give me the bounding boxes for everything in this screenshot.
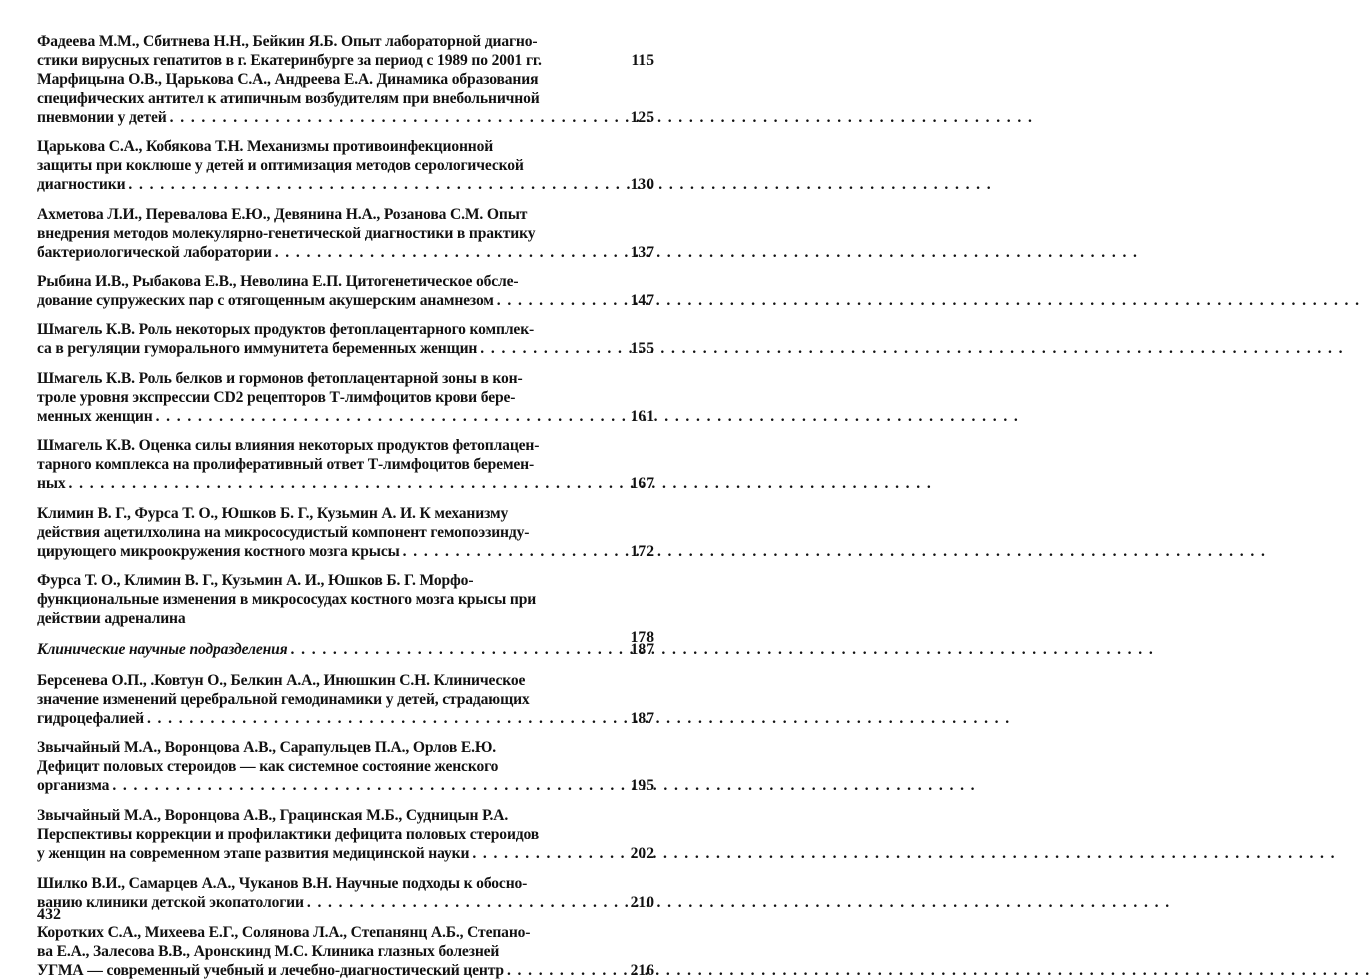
toc-entry <box>37 70 654 127</box>
toc-entry-text: стики вирусных гепатитов в г. Екатеринбурге за период с 1989 по 2001 гг. <box>37 52 542 69</box>
toc-entry-text: УГМА — современный учебный и лечебно-диагностический центр <box>37 962 504 979</box>
toc-entry-text: Дефицит половых стероидов — как системное состояние женского <box>37 758 499 775</box>
toc-entry-text: защиты при коклюше у детей и оптимизация методов серологической <box>37 157 524 174</box>
toc-entry-text: Клинические научные подразделения <box>37 641 288 658</box>
toc-entry <box>37 205 654 262</box>
toc-entry-text: са в регуляции гуморального иммунитета беременных женщин <box>37 340 478 357</box>
toc-entry-line <box>37 436 629 455</box>
toc-entry-text: Рыбина И.В., Рыбакова Е.В., Неволина Е.П. Цитогенетическое обсле- <box>37 273 519 290</box>
toc-entry-text: организма <box>37 777 110 794</box>
toc-entry-line <box>37 272 629 291</box>
toc-page-number: 187 <box>630 641 654 658</box>
toc-entry-line <box>37 51 629 70</box>
toc-entry-line <box>37 923 629 942</box>
toc-entry-line <box>37 757 629 776</box>
toc-entry-text: пневмонии у детей <box>37 109 167 126</box>
toc-entry-text: менных женщин <box>37 408 153 425</box>
toc-entry-line <box>37 175 629 194</box>
toc-entry-text: гидроцефалией <box>37 710 144 727</box>
leader-dots <box>186 609 629 628</box>
leader-dots <box>144 709 1011 728</box>
toc-entry-line <box>37 320 629 339</box>
toc-entry <box>37 369 654 426</box>
toc-entry-text: специфических антител к атипичным возбудителям при внебольничной <box>37 90 540 107</box>
toc-entry-text: у женщин на современном этапе развития медицинской науки <box>37 845 470 862</box>
toc-entry-text: Звычайный М.А., Воронцова А.В., Грацинская М.Б., Судницын Р.А. <box>37 807 509 824</box>
toc-entry-line <box>37 388 629 407</box>
leader-dots <box>477 339 1344 358</box>
toc-page-number: 155 <box>630 340 654 357</box>
toc-entry-line <box>37 690 629 709</box>
toc-entry-text: Шмагель К.В. Оценка силы влияния некоторых продуктов фетоплацен- <box>37 437 540 454</box>
toc-entry <box>37 806 654 863</box>
toc-page-number: 178 <box>630 629 654 646</box>
toc-entry-text: троле уровня экспрессии CD2 рецепторов Т-лимфоцитов крови бере- <box>37 389 516 406</box>
toc-entry-line <box>37 137 629 156</box>
toc-entry-line <box>37 709 629 728</box>
toc-entry-line <box>37 640 629 659</box>
toc-entry-line <box>37 339 629 358</box>
leader-dots <box>469 844 1336 863</box>
toc-entry-text: Фадеева М.М., Сбитнева Н.Н., Бейкин Я.Б. Опыт лабораторной диагно- <box>37 33 538 50</box>
toc-entry-text: внедрения методов молекулярно-генетической диагностики в практику <box>37 225 536 242</box>
toc-entry-line <box>37 205 629 224</box>
toc-entry-text: ва Е.А., Залесова В.В., Аронскинд М.С. Клиника глазных болезней <box>37 943 500 960</box>
toc-entry-text: Берсенева О.П., .Ковтун О., Белкин А.А., Инюшкин С.Н. Клиническое <box>37 672 526 689</box>
toc-entry-line <box>37 776 629 795</box>
leader-dots <box>153 407 1020 426</box>
toc-entry-text: Коротких С.А., Михеева Е.Г., Солянова Л.А., Степанянц А.Б., Степано- <box>37 924 531 941</box>
toc-page-number: 216 <box>630 962 654 979</box>
toc-entry-text: бактериологической лаборатории <box>37 244 272 261</box>
toc-page-number: 202 <box>630 845 654 862</box>
toc-entry <box>37 320 654 358</box>
toc-page-number: 187 <box>630 710 654 727</box>
toc-page-number: 125 <box>630 109 654 126</box>
toc-entry <box>37 272 654 310</box>
toc-page-number: 161 <box>630 408 654 425</box>
toc-entry-line <box>37 590 629 609</box>
toc-entry <box>37 436 654 493</box>
toc-entry-text: функциональные изменения в микрососудах костного мозга крысы при <box>37 591 537 608</box>
toc-entry-text: Перспективы коррекции и профилактики дефицита половых стероидов <box>37 826 540 843</box>
toc-page-number: 195 <box>630 777 654 794</box>
toc-entry <box>37 137 654 194</box>
leader-dots <box>400 542 1267 561</box>
toc-entry-line <box>37 874 629 893</box>
toc-entry-line <box>37 671 629 690</box>
toc-entry-text: действия ацетилхолина на микрососудистый компонент гемопоэзинду- <box>37 524 530 541</box>
toc-entry-line <box>37 369 629 388</box>
toc-entry <box>37 32 654 70</box>
toc-entry-text: Шмагель К.В. Роль белков и гормонов фетоплацентарной зоны в кон- <box>37 370 523 387</box>
toc-entry-line <box>37 291 629 310</box>
toc-entry <box>37 504 654 561</box>
toc-entry-text: диагностики <box>37 176 126 193</box>
toc-entry <box>37 738 654 795</box>
leader-dots <box>109 776 976 795</box>
toc-entry-line <box>37 738 629 757</box>
toc-entry-text: тарного комплекса на пролиферативный ответ Т-лимфоцитов беремен- <box>37 456 535 473</box>
toc-entry-line <box>37 108 629 127</box>
toc-entry-text: дование супружеских пар с отягощенным акушерским анамнезом <box>37 292 494 309</box>
toc-page-number: 115 <box>631 52 654 69</box>
toc-entry <box>37 874 654 912</box>
toc-entry-text: ных <box>37 475 66 492</box>
toc-entry-text: Ахметова Л.И., Перевалова Е.Ю., Девянина Н.А., Розанова С.М. Опыт <box>37 206 528 223</box>
toc-entry-text: Шилко В.И., Самарцев А.А., Чуканов В.Н. Научные подходы к обосно- <box>37 875 528 892</box>
toc-entry-line <box>37 474 629 493</box>
toc-entry-text: Звычайный М.А., Воронцова А.В., Сарапульцев П.А., Орлов Е.Ю. <box>37 739 497 756</box>
toc-page-number: 130 <box>630 176 654 193</box>
toc-page-number: 147 <box>630 292 654 309</box>
toc-page-number: 172 <box>630 543 654 560</box>
section-heading <box>37 640 654 659</box>
toc-page-number: 137 <box>630 244 654 261</box>
leader-dots <box>66 474 933 493</box>
toc-entry-line <box>37 243 629 262</box>
toc-entry-line <box>37 825 629 844</box>
toc-entry-line <box>37 893 629 912</box>
toc-entry-text: действии адреналина <box>37 610 186 627</box>
toc-page-number: 210 <box>630 894 654 911</box>
toc-entry-text: Царькова С.А., Кобякова Т.Н. Механизмы противоинфекционной <box>37 138 494 155</box>
toc-entry-text: цирующего микроокружения костного мозга крысы <box>37 543 400 560</box>
page-number: 432 <box>37 906 61 923</box>
toc-entry-text: Климин В. Г., Фурса Т. О., Юшков Б. Г., Кузьмин А. И. К механизму <box>37 505 509 522</box>
toc-entry-text: Фурса Т. О., Климин В. Г., Кузьмин А. И., Юшков Б. Г. Морфо- <box>37 572 474 589</box>
toc-entry-line <box>37 542 629 561</box>
table-of-contents <box>37 32 654 980</box>
toc-entry-line <box>37 961 629 980</box>
toc-entry-line <box>37 455 629 474</box>
toc-entry-line <box>37 89 629 108</box>
toc-entry <box>37 571 654 646</box>
toc-entry-line <box>37 32 629 51</box>
toc-entry-line <box>37 806 629 825</box>
toc-entry-line <box>37 523 629 542</box>
leader-dots <box>125 175 992 194</box>
toc-entry-text: Марфицына О.В., Царькова С.А., Андреева Е.А. Динамика образования <box>37 71 539 88</box>
toc-entry-text: значение изменений церебральной гемодинамики у детей, страдающих <box>37 691 530 708</box>
leader-dots <box>167 108 1034 127</box>
toc-page-number: 167 <box>630 475 654 492</box>
toc-entry-line <box>37 571 629 590</box>
leader-dots <box>304 893 1171 912</box>
toc-entry-line <box>37 942 629 961</box>
toc-entry-line <box>37 504 629 523</box>
toc-entry-line <box>37 844 629 863</box>
toc-entry <box>37 671 654 728</box>
toc-entry <box>37 923 654 980</box>
toc-entry-line <box>37 224 629 243</box>
toc-entry-line <box>37 156 629 175</box>
toc-entry-line <box>37 609 629 628</box>
toc-entry-line <box>37 407 629 426</box>
toc-entry-line <box>37 70 629 89</box>
leader-dots <box>288 640 1155 659</box>
toc-entry-text: ванию клиники детской экопатологии <box>37 894 304 911</box>
toc-entry-text: Шмагель К.В. Роль некоторых продуктов фетоплацентарного комплек- <box>37 321 535 338</box>
leader-dots <box>272 243 1139 262</box>
